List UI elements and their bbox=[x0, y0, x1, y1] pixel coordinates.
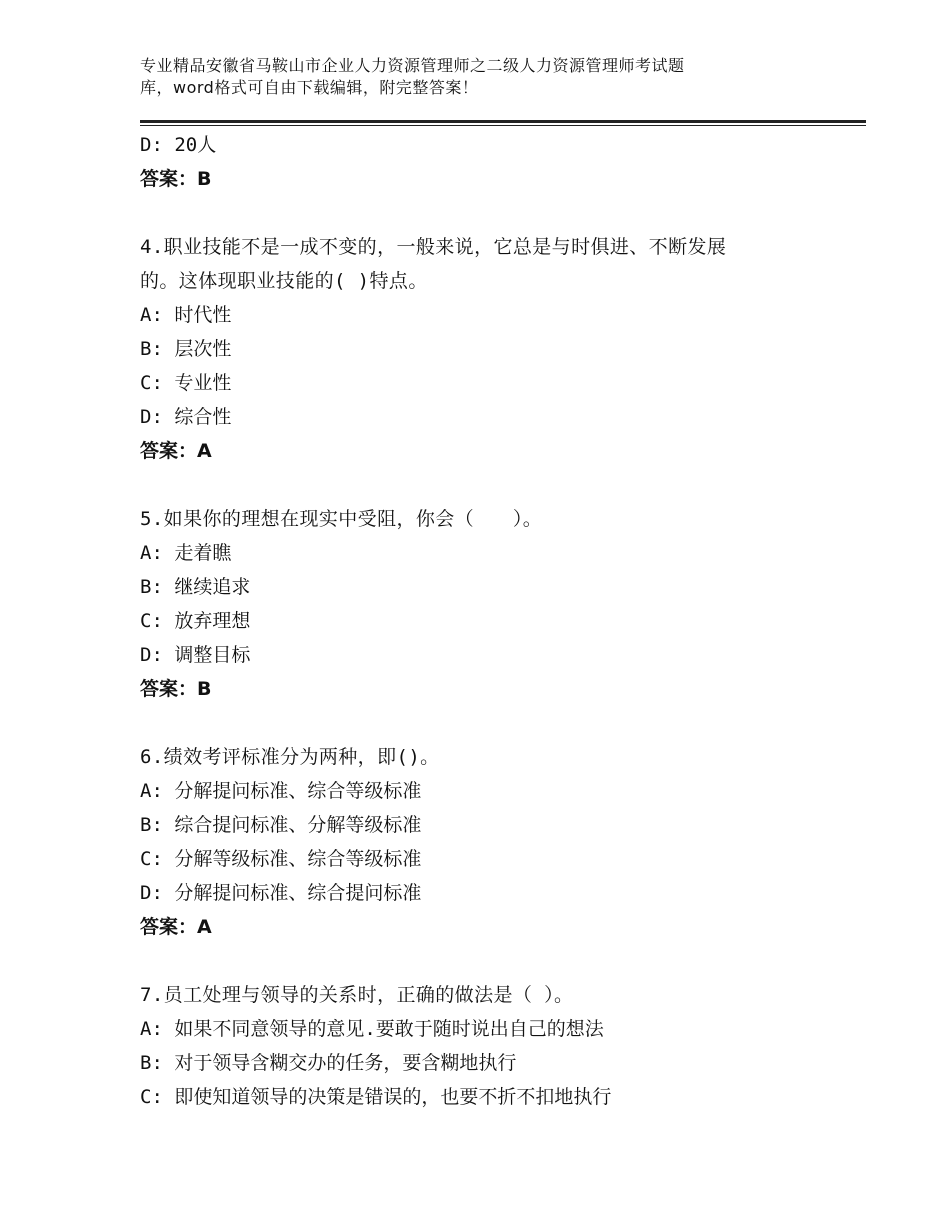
option-a: A: 时代性 bbox=[140, 304, 232, 326]
question-stem-line: 6.绩效考评标准分为两种，即()。 bbox=[140, 746, 440, 768]
option-b: B: 继续追求 bbox=[140, 576, 251, 598]
question-stem-line: 的。这体现职业技能的( )特点。 bbox=[140, 270, 428, 292]
spacer bbox=[140, 944, 860, 978]
document-body bbox=[140, 128, 860, 1114]
option-c: C: 即使知道领导的决策是错误的，也要不折不扣地执行 bbox=[140, 1086, 612, 1108]
answer-label: 答案：B bbox=[140, 678, 212, 700]
option-b: B: 层次性 bbox=[140, 338, 232, 360]
question-6-stem bbox=[140, 740, 860, 774]
option-a: A: 分解提问标准、综合等级标准 bbox=[140, 780, 422, 802]
option-d: D: 调整目标 bbox=[140, 644, 251, 666]
spacer bbox=[140, 706, 860, 740]
answer-label: 答案：A bbox=[140, 440, 212, 462]
option-a: A: 如果不同意领导的意见.要敢于随时说出自己的想法 bbox=[140, 1018, 604, 1040]
question-stem-line: 7.员工处理与领导的关系时，正确的做法是（ ）。 bbox=[140, 984, 574, 1006]
option-d: D: 综合性 bbox=[140, 406, 232, 428]
option-d: D: 20人 bbox=[140, 134, 217, 156]
document-header bbox=[140, 55, 800, 99]
header-title-line-2: 库，word格式可自由下载编辑，附完整答案！ bbox=[140, 78, 479, 97]
spacer bbox=[140, 468, 860, 502]
question-5-stem bbox=[140, 502, 860, 536]
option-d: D: 分解提问标准、综合提问标准 bbox=[140, 882, 422, 904]
option-c: C: 放弃理想 bbox=[140, 610, 251, 632]
option-b: B: 综合提问标准、分解等级标准 bbox=[140, 814, 422, 836]
answer-label: 答案：B bbox=[140, 168, 212, 190]
answer-label: 答案：A bbox=[140, 916, 212, 938]
option-c: C: 分解等级标准、综合等级标准 bbox=[140, 848, 422, 870]
question-4-stem bbox=[140, 230, 860, 298]
spacer bbox=[140, 196, 860, 230]
option-a: A: 走着瞧 bbox=[140, 542, 232, 564]
header-divider bbox=[140, 120, 866, 126]
option-c: C: 专业性 bbox=[140, 372, 232, 394]
question-7-stem bbox=[140, 978, 860, 1012]
question-stem-line: 4.职业技能不是一成不变的，一般来说，它总是与时俱进、不断发展 bbox=[140, 236, 727, 258]
header-title-line-1: 专业精品安徽省马鞍山市企业人力资源管理师之二级人力资源管理师考试题 bbox=[140, 56, 685, 75]
option-b: B: 对于领导含糊交办的任务，要含糊地执行 bbox=[140, 1052, 517, 1074]
question-stem-line: 5.如果你的理想在现实中受阻，你会（ ）。 bbox=[140, 508, 543, 530]
